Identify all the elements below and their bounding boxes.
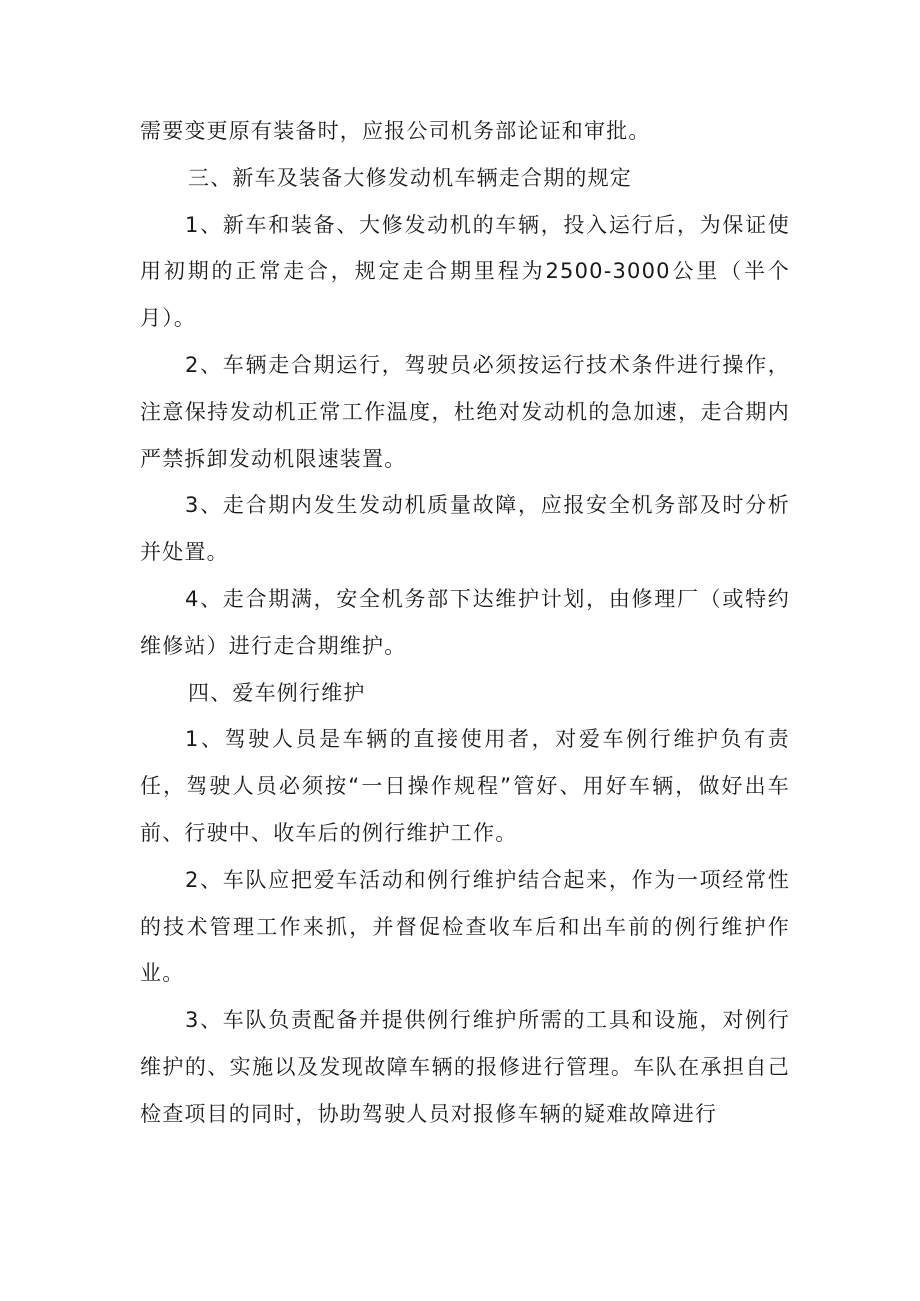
paragraph-3-2: 2、车辆走合期运行，驾驶员必须按运行技术条件进行操作，注意保持发动机正常工作温度，杜绝对发动机的急加速，走合期内严禁拆卸发动机限速装置。 (140, 352, 790, 471)
paragraph-4-3: 3、车队负责配备并提供例行维护所需的工具和设施，对例行维护的、实施以及发现故障车辆的报修进行管理。车队在承担自己检查项目的同时，协助驾驶人员对报修车辆的疑难故障进行 (140, 1008, 790, 1126)
section-heading-3: 三、新车及装备大修发动机车辆走合期的规定 (188, 165, 632, 190)
paragraph-3-1: 1、新车和装备、大修发动机的车辆，投入运行后，为保证使用初期的正常走合，规定走合期里程为2500-3000公里（半个月）。 (140, 212, 790, 331)
paragraph-continuation: 需要变更原有装备时，应报公司机务部论证和审批。 (140, 119, 651, 143)
section-heading-4: 四、爱车例行维护 (188, 680, 366, 705)
paragraph-3-3: 3、走合期内发生发动机质量故障，应报安全机务部及时分析并处置。 (140, 493, 790, 565)
paragraph-3-4: 4、走合期满，安全机务部下达维护计划，由修理厂（或特约维修站）进行走合期维护。 (140, 586, 790, 658)
document-body (140, 108, 790, 1138)
paragraph-4-2: 2、车队应把爱车活动和例行维护结合起来，作为一项经常性的技术管理工作来抓，并督促检查收车后和出车前的例行维护作业。 (140, 867, 790, 986)
paragraph-4-1: 1、驾驶人员是车辆的直接使用者，对爱车例行维护负有责任，驾驶人员必须按“一日操作规程”管好、用好车辆，做好出车前、行驶中、收车后的例行维护工作。 (140, 727, 790, 845)
